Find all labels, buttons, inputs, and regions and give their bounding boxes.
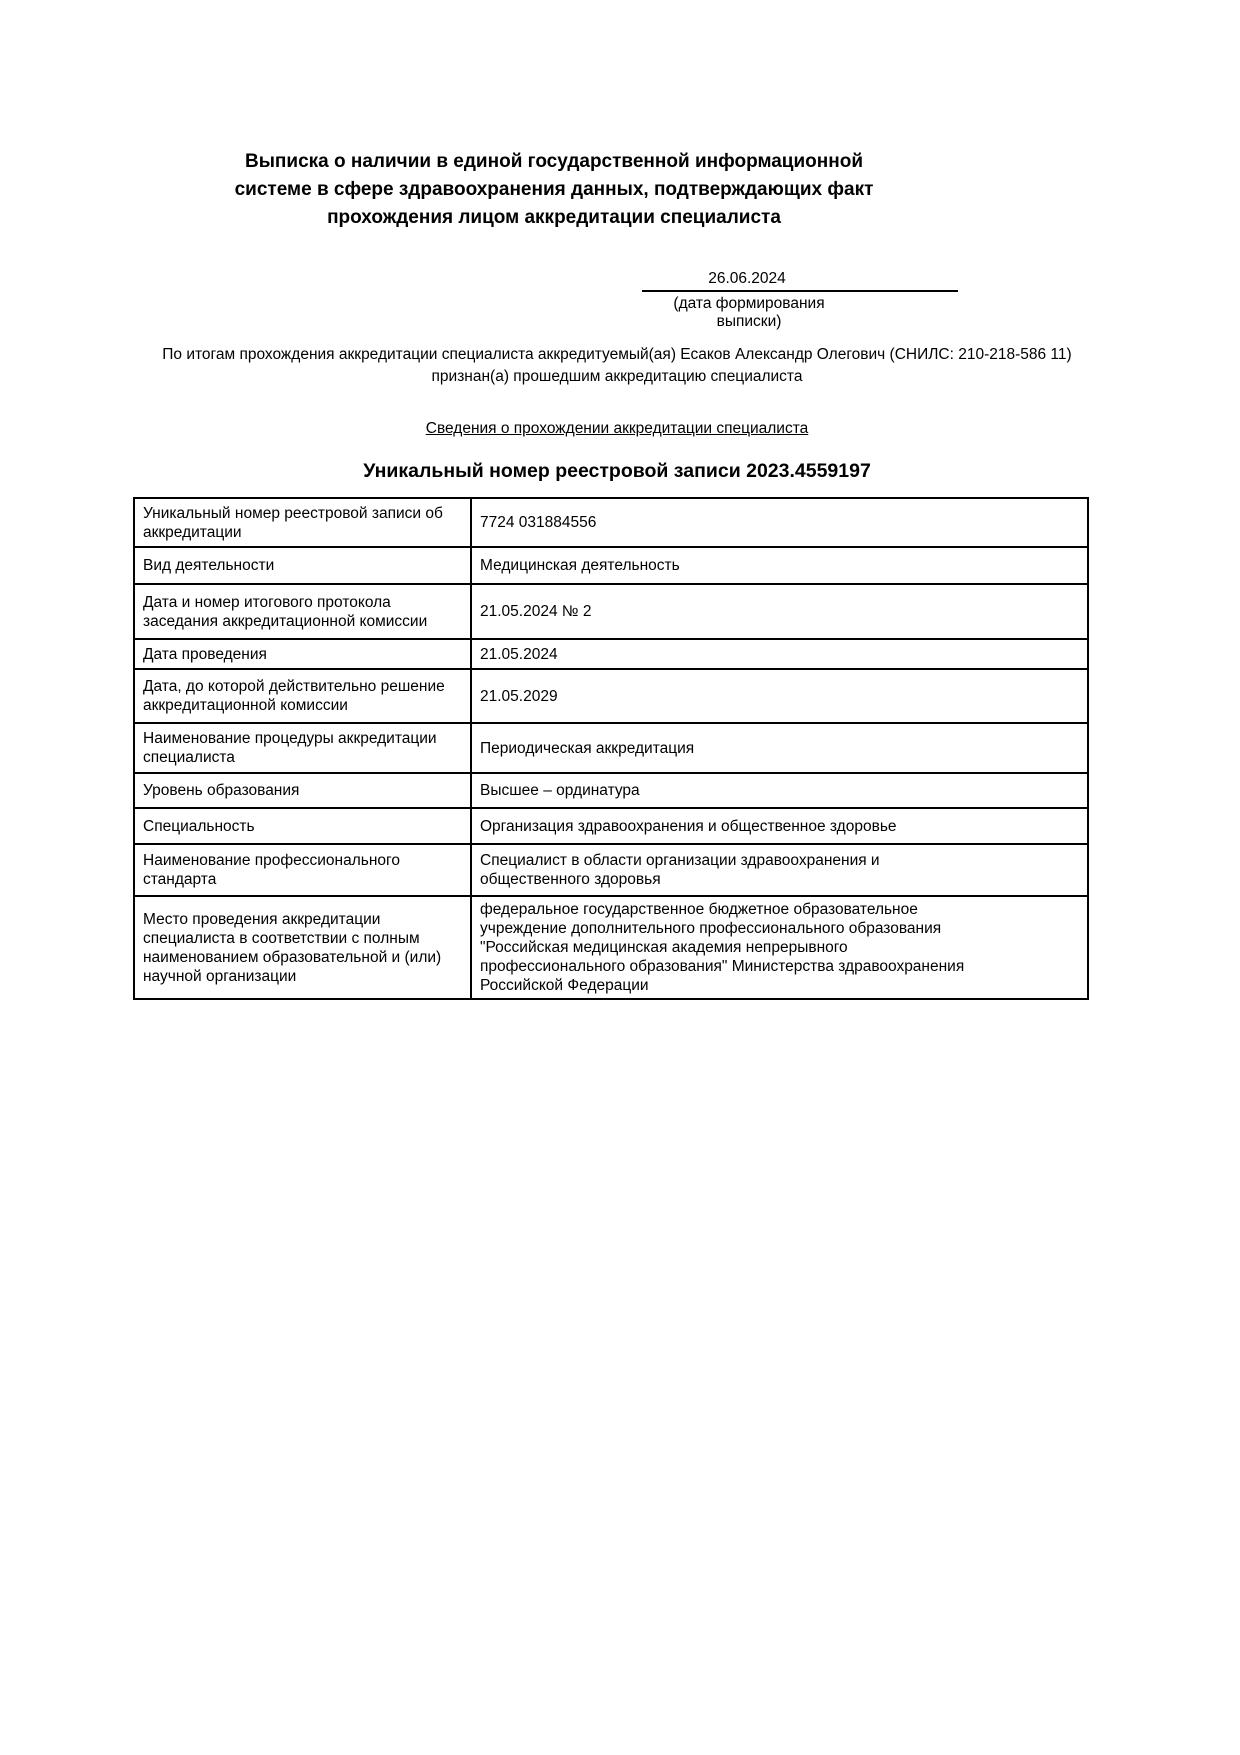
table-row bbox=[134, 723, 1088, 773]
accreditation-details-table bbox=[133, 497, 1089, 1000]
row-value: Высшее – ординатура bbox=[471, 773, 1088, 808]
document-title bbox=[0, 148, 1108, 232]
row-value: федеральное государственное бюджетное образовательное учреждение дополнительного профессионального образования "Российская медицинская академия непрерывного профессионального образования" Министерства здравоохранения Российской Федерации bbox=[471, 896, 1088, 999]
issue-date-block bbox=[642, 269, 958, 331]
row-label: Специальность bbox=[134, 808, 471, 844]
row-value: Медицинская деятельность bbox=[471, 547, 1088, 584]
table-row bbox=[134, 584, 1088, 639]
row-value: Периодическая аккредитация bbox=[471, 723, 1088, 773]
table-row bbox=[134, 498, 1088, 547]
section-heading: Сведения о прохождении аккредитации специалиста bbox=[425, 420, 809, 437]
row-label: Уникальный номер реестровой записи об аккредитации bbox=[134, 498, 471, 547]
table-row bbox=[134, 896, 1088, 999]
accreditation-statement bbox=[0, 344, 1234, 388]
accreditation-statement-line: признан(а) прошедшим аккредитацию специалиста bbox=[431, 368, 803, 385]
row-value: Организация здравоохранения и общественное здоровье bbox=[471, 808, 1088, 844]
table-row bbox=[134, 773, 1088, 808]
issue-date-caption: (дата формирования выписки) bbox=[673, 295, 825, 330]
row-label: Вид деятельности bbox=[134, 547, 471, 584]
table-row bbox=[134, 844, 1088, 896]
row-value: Специалист в области организации здравоохранения и общественного здоровья bbox=[471, 844, 1088, 896]
issue-date-value: 26.06.2024 bbox=[708, 270, 786, 287]
row-label: Наименование процедуры аккредитации специалиста bbox=[134, 723, 471, 773]
row-label: Дата и номер итогового протокола заседания аккредитационной комиссии bbox=[134, 584, 471, 639]
row-label: Дата, до которой действительно решение аккредитационной комиссии bbox=[134, 669, 471, 723]
accreditation-statement-line: По итогам прохождения аккредитации специалиста аккредитуемый(ая) Есаков Александр Олегович (СНИЛС: 210-218-586 11) bbox=[162, 346, 1072, 363]
row-value: 21.05.2024 bbox=[471, 639, 1088, 669]
table-row bbox=[134, 547, 1088, 584]
row-label: Дата проведения bbox=[134, 639, 471, 669]
row-value: 21.05.2024 № 2 bbox=[471, 584, 1088, 639]
table-row bbox=[134, 639, 1088, 669]
table-row bbox=[134, 808, 1088, 844]
row-label: Уровень образования bbox=[134, 773, 471, 808]
table-row bbox=[134, 669, 1088, 723]
row-value: 7724 031884556 bbox=[471, 498, 1088, 547]
document-title-line: Выписка о наличии в единой государственной информационной bbox=[244, 151, 864, 172]
issue-date-underline bbox=[642, 269, 958, 292]
row-value: 21.05.2029 bbox=[471, 669, 1088, 723]
document-title-line: системе в сфере здравоохранения данных, подтверждающих факт bbox=[234, 179, 874, 200]
row-label: Наименование профессионального стандарта bbox=[134, 844, 471, 896]
registry-number-heading: Уникальный номер реестровой записи 2023.4559197 bbox=[363, 460, 871, 482]
row-label: Место проведения аккредитации специалиста в соответствии с полным наименованием образовательной и (или) научной организации bbox=[134, 896, 471, 999]
document-title-line: прохождения лицом аккредитации специалиста bbox=[327, 207, 781, 228]
